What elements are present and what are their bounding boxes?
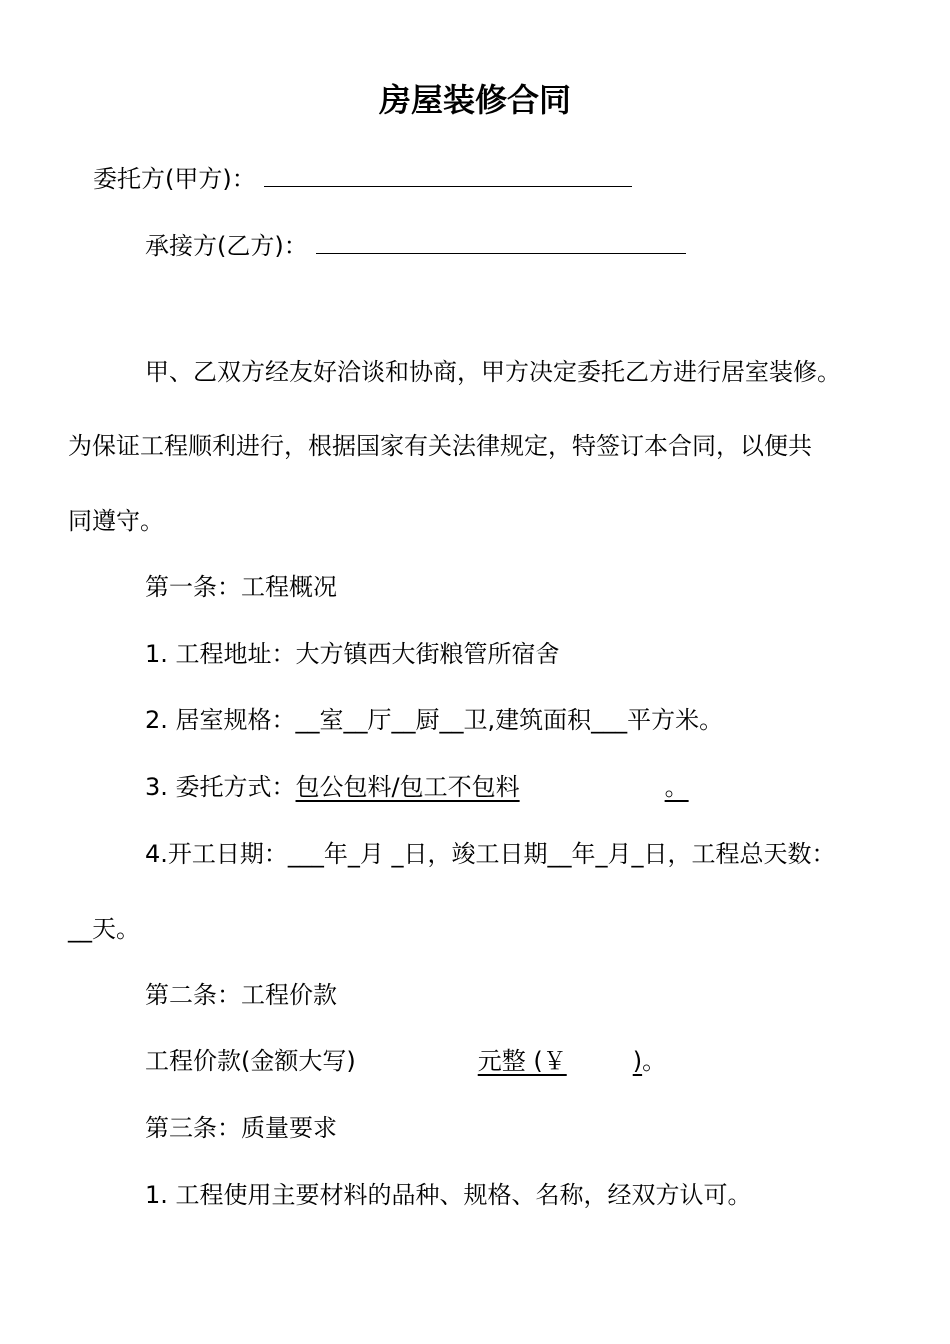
item3-label: 3. 委托方式：	[145, 773, 296, 801]
article3-heading: 第三条：质量要求	[145, 1114, 337, 1142]
article1-item3	[145, 771, 711, 803]
article1-item1: 1. 工程地址：大方镇西大街粮管所宿舍	[145, 640, 560, 668]
party-b-blank	[316, 227, 686, 254]
price-period: 。	[642, 1047, 667, 1075]
article1-item4-line1: 4.开工日期：___年_月 _日，竣工日期__年_月_日，工程总天数：	[145, 840, 836, 868]
party-b-label: 承接方(乙方)：	[145, 232, 308, 260]
article2-price	[145, 1045, 666, 1077]
party-a-blank	[264, 160, 632, 187]
article3-item1: 1. 工程使用主要材料的品种、规格、名称，经双方认可。	[145, 1181, 752, 1209]
party-a-line	[93, 160, 632, 195]
intro-line-1: 甲、乙双方经友好洽谈和协商，甲方决定委托乙方进行居室装修。	[145, 358, 841, 386]
intro-line-2: 为保证工程顺利进行，根据国家有关法律规定，特签订本合同，以便共	[68, 432, 812, 460]
contract-title: 房屋装修合同	[378, 81, 571, 119]
price-label: 工程价款(金额大写)	[145, 1047, 356, 1075]
article1-heading: 第一条：工程概况	[145, 573, 337, 601]
item3-value: 包公包料/包工不包料 。	[295, 773, 689, 801]
intro-line-3: 同遵守。	[68, 507, 164, 535]
party-b-line	[145, 227, 686, 262]
article2-heading: 第二条：工程价款	[145, 981, 337, 1009]
article1-item4-line2: __天。	[68, 915, 140, 943]
article1-item2: 2. 居室规格：__室__厅__厨__卫,建筑面积___平方米。	[145, 706, 724, 734]
price-value: 元整 (￥ )	[477, 1047, 643, 1075]
party-a-label: 委托方(甲方)：	[93, 165, 256, 193]
